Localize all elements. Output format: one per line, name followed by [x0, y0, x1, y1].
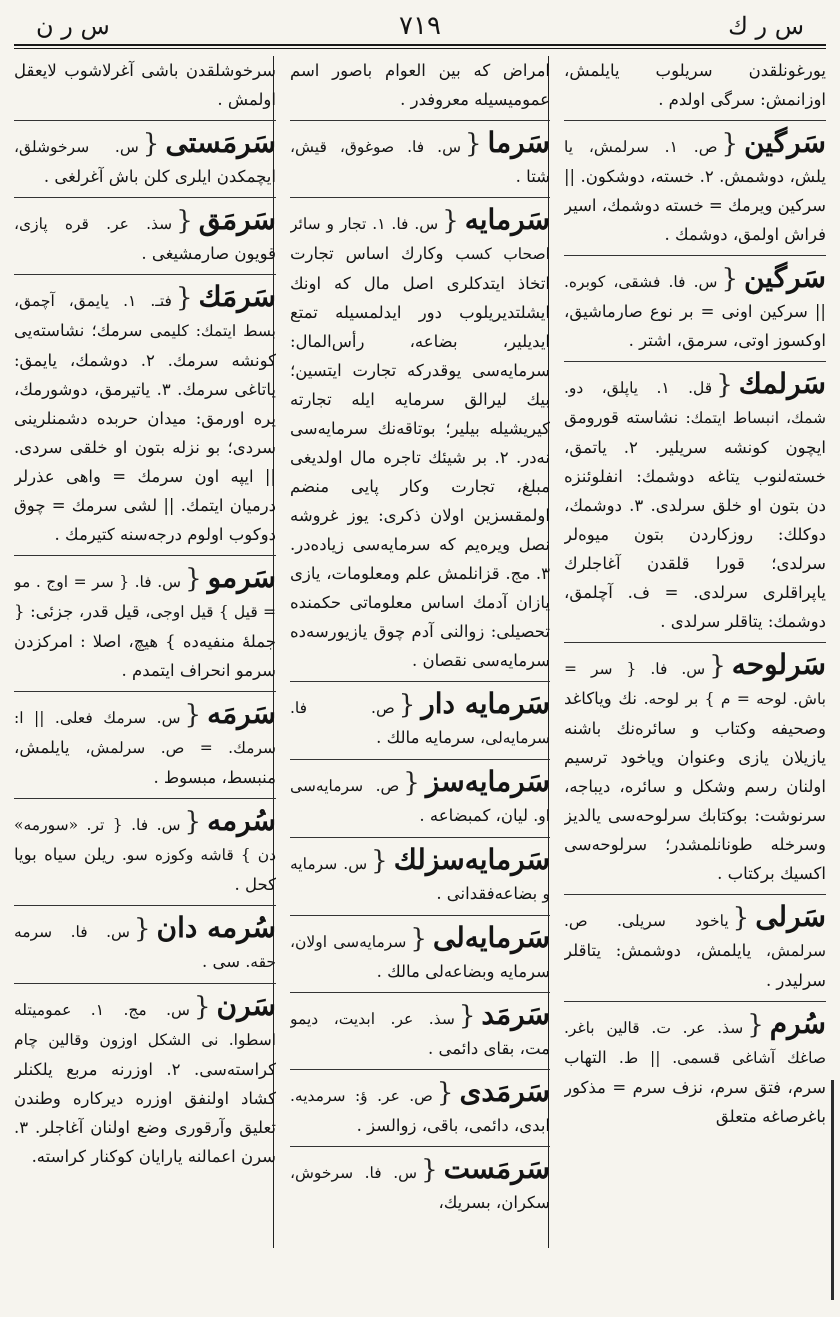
brace-glyph: { [709, 651, 726, 681]
dictionary-entry [564, 1008, 826, 1131]
entry-headword: سَرمَستى [165, 126, 276, 159]
column-right [564, 56, 826, 1248]
entry-headword: سَرمَه [207, 697, 276, 730]
entry-separator [564, 361, 826, 362]
brace-glyph: { [410, 924, 427, 954]
entry-definition: سرمك؛ نشاسته‌يى كونشه سرمك. ٢. دوشمك، يايمق: ياتاغى سرمك. ٣. ياتيرمق، دوشورمك، يره اورمق: ميدان حربده دشمنلرينى سردى؛ بو نزله بتون او خلقى سردى. || ايپه اون سرمك = واهى عذرلر درميان ايتمك. || لشى سرمك = چوق دوكوب اولوم درجه‌سنه كتيرمك . [14, 321, 276, 544]
entry-etymology: س. سرمايه و [290, 855, 550, 903]
header-guide-letters-left: س ر ن [36, 12, 110, 40]
dictionary-entry [564, 262, 826, 355]
entry-etymology: فتـ. ١. يايمق، آچمق، بسط ايتمك: كليمى [14, 292, 276, 340]
entry-headword: سَرلوحه [731, 648, 826, 681]
entry-headword: سَرمايه‌لى [432, 921, 550, 954]
entry-headword: سَرمَدى [459, 1075, 550, 1108]
brace-glyph: { [142, 129, 160, 159]
entry-separator [14, 197, 276, 198]
header-rule [14, 44, 826, 46]
dictionary-entry [14, 990, 276, 1171]
entry-separator [290, 120, 550, 121]
entry-definition: نك وياكاغد وصحيفه وكتاب و سائره‌نك باشنه يازيلان يازى وعنوان وياخود ترسيم اولنان رسم وشكل و سائره، ديباجه، سرنوشت: بوكتابك سرلوحه‌سى يالديز وسرخله طونانلمشدر؛ سرلوحه‌سى اكسيك بركتاب . [564, 689, 826, 883]
entry-etymology: ص. ١. سرلمش، يا [564, 138, 718, 156]
dictionary-entry [14, 805, 276, 899]
entry-separator [290, 759, 550, 760]
entry-headword: سَرلى [755, 900, 826, 933]
entry-headword: سَرلمك [738, 367, 826, 400]
entry-definition: بضاعه‌فقدانى . [436, 884, 538, 903]
entry-headword: سَرما [487, 126, 550, 159]
entry-definition: || سركين اونى = بر نوع صارماشيق، اوكسوز اوتى، سرمق، اشتر . [564, 302, 826, 350]
entry-separator [290, 992, 550, 993]
dictionary-entry [564, 901, 826, 995]
entry-definition: سى . [202, 952, 241, 971]
entry-definition: يايلمش، دوشمش: يتاقلر سرليدر . [564, 941, 826, 990]
entry-separator [14, 983, 276, 984]
entry-headword: سَرمَك [198, 280, 276, 313]
brace-glyph: { [184, 700, 202, 730]
entry-headword: سَرگين [743, 261, 826, 294]
entry-definition: مت، بقاى دائمى . [427, 1039, 550, 1058]
brace-glyph: { [436, 1078, 454, 1108]
entry-etymology: سذ. عر. قره پازى، [14, 215, 173, 233]
entry-headword: سُرم [769, 1007, 826, 1040]
entry-etymology: س. فا. صوغوق، قيش، [290, 138, 461, 156]
page-number: ٧١٩ [399, 11, 441, 41]
header-rule-thin [14, 48, 826, 49]
entry-headword: سُرمه دان [156, 911, 276, 944]
entry-definition: امراض كه بين العوام باصور اسم عموميسيله معروفدر . [290, 61, 550, 109]
entry-etymology: سذ. عر. ابديت، ديمو [290, 1010, 455, 1028]
entry-headword: سَرمايه دار [421, 687, 550, 720]
entry-separator [290, 837, 550, 838]
dictionary-columns [14, 56, 826, 1248]
brace-glyph: { [398, 690, 416, 720]
entry-definition: ليان، كمبضاعه . [419, 806, 529, 825]
entry-etymology: سرمايه‌سى اولان، [290, 933, 407, 951]
entry-separator [14, 555, 276, 556]
entry-etymology: ياخود سريلى. ص. سرلمش، [564, 912, 826, 960]
entry-separator [14, 274, 276, 275]
dictionary-entry [564, 56, 826, 114]
brace-glyph: { [403, 768, 420, 798]
entry-separator [290, 197, 550, 198]
entry-definition: شتا . [515, 167, 550, 186]
brace-glyph: { [176, 206, 193, 236]
entry-definition: التهاب سرم، فتق سرم، نزف سرم = مذكور باغرصاغه متعلق [564, 1048, 826, 1126]
entry-headword: سَرمو [207, 561, 276, 594]
dictionary-entry [14, 127, 276, 191]
entry-headword: سَرن [216, 989, 276, 1022]
entry-etymology: س. فا. فشقى، كوبره. [564, 273, 718, 291]
dictionary-entry [290, 922, 550, 986]
brace-glyph: { [716, 370, 733, 400]
entry-separator [14, 120, 276, 121]
entry-headword: سَرمايه‌سزلك [393, 843, 550, 876]
entry-definition: ريلن سياه بويا كحل . [14, 845, 276, 894]
dictionary-entry [14, 912, 276, 977]
entry-etymology: س. فا. { سر = اوج . مو = قيل } قيل اوجى، [14, 573, 276, 621]
brace-glyph: { [185, 564, 202, 594]
brace-glyph: { [175, 283, 193, 313]
brace-glyph: { [721, 264, 738, 294]
entry-etymology: س. فا. سرمه حقه. [14, 923, 276, 971]
brace-glyph: { [371, 846, 388, 876]
entry-headword: سُرمه [207, 804, 276, 837]
brace-glyph: { [193, 992, 211, 1022]
entry-separator [564, 120, 826, 121]
entry-etymology: ص. عر. ؤ: سرمديه. [290, 1087, 433, 1105]
brace-glyph: { [747, 1010, 764, 1040]
entry-definition: سرمايه مالك . [376, 728, 475, 747]
entry-separator [564, 642, 826, 643]
page-header [14, 8, 826, 42]
dictionary-entry [290, 999, 550, 1063]
dictionary-entry [14, 56, 276, 114]
dictionary-entry [290, 1076, 550, 1140]
dictionary-entry [14, 698, 276, 792]
entry-etymology: س. فا. { تر. «سورمه» دن } قاشه وكوزه سو. [14, 816, 276, 864]
entry-definition: يلش، دوشمش. ٢. خسته، دوشكون. || سركين ويرمك = خسته دوشمك، اسير فراش اولمق، دوشمك . [564, 167, 826, 244]
brace-glyph: { [721, 129, 738, 159]
brace-glyph: { [442, 206, 459, 236]
brace-glyph: { [732, 903, 750, 933]
dictionary-entry [290, 204, 550, 675]
entry-definition: سرمايه وبضاعه‌لى مالك . [376, 962, 550, 981]
entry-definition: قيل قدر، جزئى: { جملهٔ منفيه‌ده } هيچ، اصلا : امركزدن سرمو انحراف ايتمدم . [14, 602, 276, 680]
entry-etymology: س. سرمك فعلى. || ا: سرمك. = ص. سرلمش، [14, 709, 276, 757]
entry-etymology: قل. ١. ياپلق، دو. شمك، انبساط ايتمك: [564, 379, 826, 427]
scan-edge-mark [831, 1080, 834, 1300]
header-guide-letters-right: س ر ك [728, 12, 804, 40]
entry-definition: قويون صارمشيغى . [141, 244, 276, 263]
dictionary-entry [290, 1153, 550, 1217]
entry-etymology: س. فا. سرخوش، [290, 1164, 418, 1182]
entry-headword: سَرمايه [464, 203, 550, 236]
dictionary-entry [290, 56, 550, 114]
entry-separator [290, 1146, 550, 1147]
brace-glyph: { [133, 914, 151, 944]
entry-headword: سَرمايه‌سز [425, 765, 550, 798]
dictionary-entry [290, 688, 550, 753]
entry-separator [564, 1001, 826, 1002]
dictionary-entry [564, 649, 826, 888]
column-left [14, 56, 276, 1248]
dictionary-entry [14, 281, 276, 549]
entry-etymology: ص. سرمايه‌سى او. [290, 777, 550, 825]
entry-definition: سكران، بسريك، [438, 1193, 550, 1212]
entry-separator [290, 915, 550, 916]
entry-definition: سرخوشلقدن باشى آغرلاشوب لايعقل اولمش . [14, 61, 276, 109]
entry-definition: نشاسته قورومق ايچون كونشه سريلير. ٢. ياتمق، خسته‌لنوب يتاغه دوشمك: انفلوئنزه دن بتون او خلق سرلدى. ٣. دوشمك، دوكلك: روزكاردن بتون ميوه‌لر سرلدى؛ قورا قلقدن آغاجلرك ياپراقلرى سرلدى. = ف. آچلمق، دوشمك: يتاقلر سرلدى . [564, 408, 826, 631]
dictionary-entry [290, 766, 550, 831]
entry-definition: كراسته‌سى. ٢. اوزرنه مربع يلكنلر كشاد اولنفق اوزره دیركاره وطندن تعليق وآرقورى وضع اولنان آغاجلر. ٣. سرن اعمالنه يارايان كوكنار كراسته. [14, 1060, 276, 1166]
entry-etymology: س. سرخوشلق، [14, 138, 139, 156]
entry-separator [290, 1069, 550, 1070]
entry-definition: ابدى، دائمى، باقى، زوالسز . [356, 1116, 550, 1135]
entry-separator [14, 691, 276, 692]
entry-etymology: س. فا. ١. تجار و سائر اصحاب كسب [290, 215, 550, 263]
column-middle [290, 56, 550, 1248]
entry-headword: سَرمَد [481, 998, 550, 1031]
brace-glyph: { [458, 1001, 476, 1031]
entry-headword: سَرمَست [443, 1152, 550, 1185]
entry-headword: سَرمَق [198, 203, 276, 236]
dictionary-entry [290, 844, 550, 909]
brace-glyph: { [421, 1155, 438, 1185]
entry-separator [564, 894, 826, 895]
entry-etymology: س. فا. { سر = باش. لوحه = م } بر لوحه. [564, 660, 826, 708]
entry-definition: يورغونلقدن سريلوب يايلمش، اوزانمش: سرگى اولدم . [564, 61, 826, 109]
dictionary-entry [564, 368, 826, 636]
entry-etymology: ص. فا. سرمايه‌لى، [290, 699, 550, 747]
entry-separator [14, 798, 276, 799]
entry-separator [290, 681, 550, 682]
dictionary-entry [290, 127, 550, 191]
entry-headword: سَرگين [743, 126, 826, 159]
brace-glyph: { [465, 129, 482, 159]
entry-definition: يايلمش، منبسط، مبسوط . [14, 738, 276, 787]
entry-definition: ايچمكدن ايلرى كلن باش آغرلغى . [43, 167, 276, 186]
dictionary-entry [14, 204, 276, 268]
entry-separator [564, 255, 826, 256]
entry-definition: وكارك اساس تجارت اتخاذ ايتدكلرى اصل مال كه اونك ايشلتديريلوب دور ايدلمسيله تمتع ايديلير، بضاعه، رأس‌المال: سرمايه‌سى يوقدركه تجارت ايتسين؛ بيك ليرالق سرمايه ايله تجارته كيريشيله بيلير؛ بوتاقه‌نك سرمايه‌سى نه‌در. ٢. بر شيئك تاجره مال اولديغى مبلغ، تجارت وكار پايى منضم اولمقسزين اولان ذكرى: يوز غروشه نصل ويره‌يم كه سرمايه‌سى زياده‌در. ٣. مج. قزانلمش علم ومعلومات، يازى يازان آدمك اساس معلوماتى حكمنده تحصيلى: زوالنى آدم چوق يازيورسه‌ده سرمايه‌سى نقصان . [290, 244, 550, 670]
entry-separator [14, 905, 276, 906]
brace-glyph: { [184, 807, 202, 837]
entry-etymology: س. مج. ١. عموميتله اسطوا. نى الشكل اوزون وقالين چام [14, 1001, 276, 1049]
entry-etymology: سذ. عر. ت. قالين باغر. صاغك آشاغى قسمى. || ط. [564, 1019, 826, 1067]
dictionary-entry [14, 562, 276, 685]
dictionary-entry [564, 127, 826, 249]
